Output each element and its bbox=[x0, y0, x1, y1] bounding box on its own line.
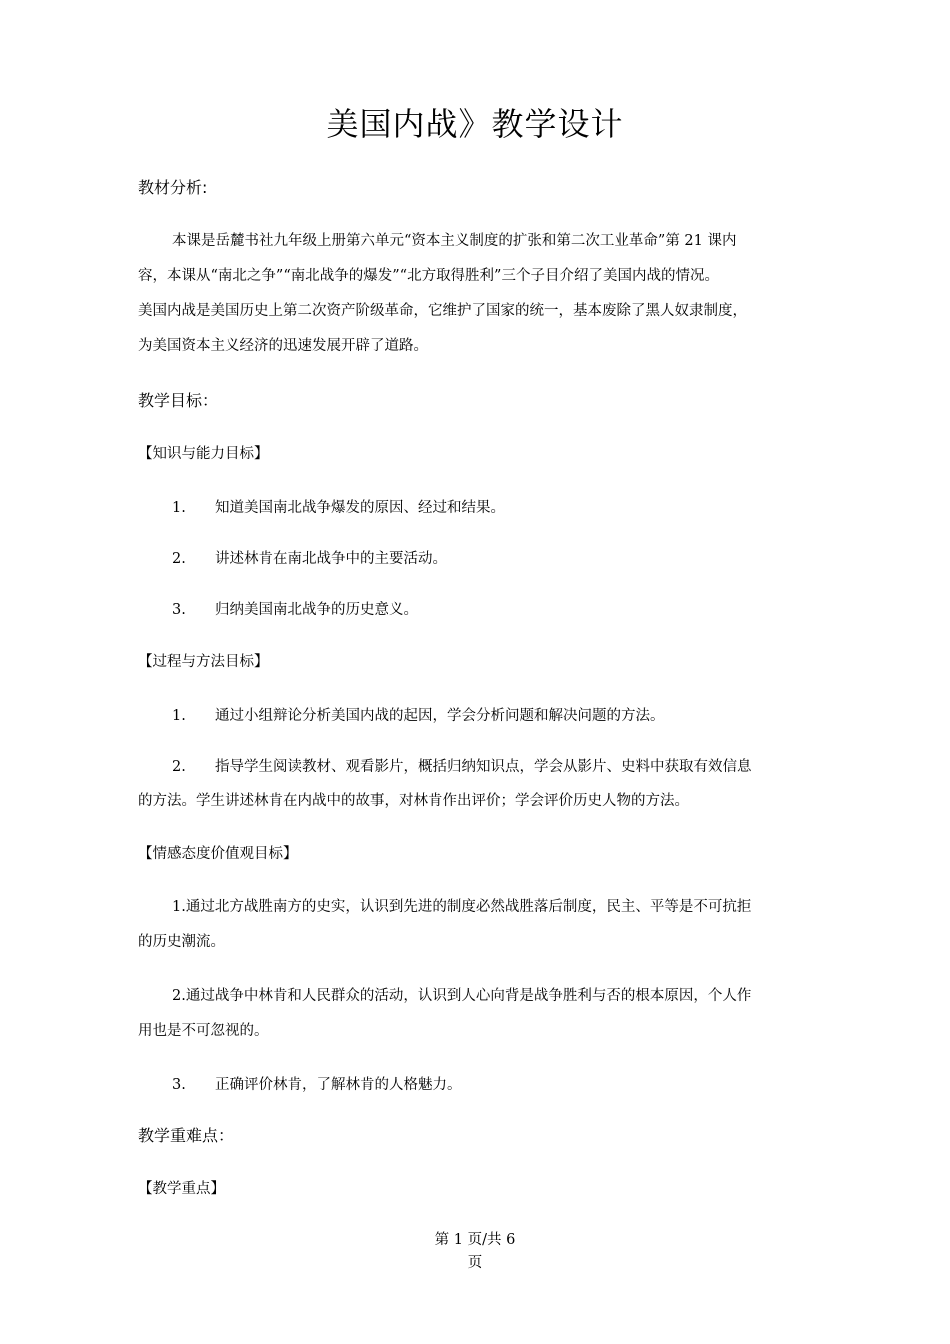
list-item-number: 2. bbox=[172, 759, 186, 775]
list-item: 1.通过北方战胜南方的史实，认识到先进的制度必然战胜落后制度，民主、平等是不可抗拒 bbox=[172, 899, 752, 915]
list-item-number: 3. bbox=[172, 602, 186, 618]
list-item bbox=[172, 704, 665, 728]
list-item-text: 通过小组辩论分析美国内战的起因，学会分析问题和解决问题的方法。 bbox=[215, 708, 665, 724]
list-item-text: 讲述林肯在南北战争中的主要活动。 bbox=[215, 551, 447, 567]
list-item-number: 3. bbox=[172, 1077, 186, 1093]
sub-heading-process: 【过程与方法目标】 bbox=[138, 654, 269, 670]
list-item-text: 正确评价林肯，了解林肯的人格魅力。 bbox=[215, 1077, 462, 1093]
analysis-line: 美国内战是美国历史上第二次资产阶级革命，它维护了国家的统一，基本废除了黑人奴隶制度， bbox=[138, 303, 747, 319]
list-item bbox=[172, 755, 752, 779]
sub-heading-emotion: 【情感态度价值观目标】 bbox=[138, 846, 298, 862]
list-item-continuation: 的历史潮流。 bbox=[138, 934, 225, 950]
sub-heading-key: 【教学重点】 bbox=[138, 1181, 225, 1197]
section-heading-keypoints: 教学重难点： bbox=[138, 1126, 235, 1145]
list-item bbox=[172, 1073, 462, 1097]
list-item-text: 指导学生阅读教材、观看影片，概括归纳知识点，学会从影片、史料中获取有效信息 bbox=[215, 759, 752, 775]
page-number bbox=[0, 1229, 950, 1275]
analysis-paragraph bbox=[138, 224, 818, 364]
analysis-line: 为美国资本主义经济的迅速发展开辟了道路。 bbox=[138, 338, 428, 354]
document-title: 美国内战》教学设计 bbox=[326, 105, 624, 143]
page-number-line: 第 1 页/共 6 bbox=[434, 1232, 516, 1248]
list-item bbox=[172, 598, 418, 622]
list-item: 2.通过战争中林肯和人民群众的活动，认识到人心向背是战争胜利与否的根本原因，个人作 bbox=[172, 988, 752, 1004]
sub-heading-knowledge: 【知识与能力目标】 bbox=[138, 446, 269, 462]
list-item-number: 2. bbox=[172, 551, 186, 567]
list-item-text: 归纳美国南北战争的历史意义。 bbox=[215, 602, 418, 618]
section-heading-objectives: 教学目标： bbox=[138, 391, 219, 410]
list-item-number: 1. bbox=[172, 500, 186, 516]
list-item-text: 知道美国南北战争爆发的原因、经过和结果。 bbox=[215, 500, 505, 516]
list-item bbox=[172, 547, 447, 571]
list-item-continuation: 用也是不可忽视的。 bbox=[138, 1023, 269, 1039]
list-item bbox=[172, 496, 505, 520]
list-item-number: 1. bbox=[172, 708, 186, 724]
page-number-line: 页 bbox=[467, 1255, 483, 1271]
list-item-continuation: 的方法。学生讲述林肯在内战中的故事，对林肯作出评价；学会评价历史人物的方法。 bbox=[138, 793, 689, 809]
section-heading-analysis: 教材分析: bbox=[138, 178, 208, 197]
analysis-line: 本课是岳麓书社九年级上册第六单元“资本主义制度的扩张和第二次工业革命”第 21 课内 bbox=[172, 233, 737, 249]
analysis-line: 容，本课从“南北之争”“南北战争的爆发”“北方取得胜利”三个子目介绍了美国内战的情况。 bbox=[138, 268, 719, 284]
